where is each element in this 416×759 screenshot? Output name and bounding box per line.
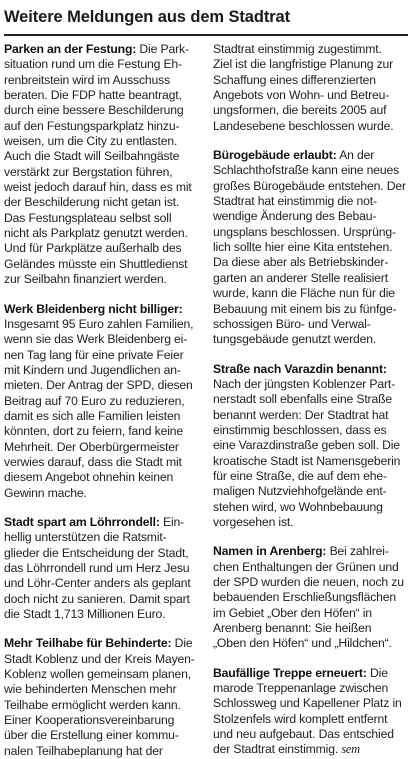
article-headline: Bürogebäude erlaubt: — [213, 148, 337, 163]
article-text — [213, 666, 408, 758]
article-body: Die marode Treppenanlage zwischen Schlossweg und Kapellener Platz in Stolzenfels wird komplett entfernt und neu aufgebaut. Das entschied der Stadtrat einstimmig. — [213, 665, 402, 757]
article-body: Bei zahlrei- chen Enthaltungen der Grünen und der SPD wurden die neuen, noch zu bebauenden Erschließungsflächen im Gebiet „Ober den Höfen“ in Arenberg benannt: Sie heißen „Oben den Höfen“ und „Hildchen“. — [213, 544, 404, 651]
article-text — [213, 544, 408, 651]
article-headline: Parken an der Festung: — [4, 42, 137, 56]
section-title: Weitere Meldungen aus dem Stadtrat — [4, 8, 291, 26]
left-column — [4, 42, 201, 759]
article-text — [4, 636, 201, 759]
article-columns — [0, 36, 416, 759]
article-headline: Namen in Arenberg: — [213, 544, 327, 559]
article-werk-bleidenberg — [4, 302, 201, 501]
article-varazdin — [213, 362, 408, 531]
article-arenberg — [213, 544, 408, 651]
article-body: Insgesamt 95 Euro zahlen Familien, wenn sie das Werk Bleidenberg ei- nen Tag lang für eine private Feier mit Kindern und Jugendlichen an- mieten. Der Antrag der SPD, diesen Beitrag auf 70 Euro zu reduzieren, damit es sich alle Familien leisten könnten, dort zu feiern, fand keine Mehrheit. Der Oberbürgermeister verwies darauf, dass die Stadt mit diesem Angebot ohnehin keinen Gewinn mache. — [4, 316, 194, 500]
article-body: Ein- hellig unterstützen die Ratsmit- glieder die Entscheidung der Stadt, das Löhrrondell rund um Herz Jesu und Löhr-Center anders als geplant doch nicht zu sanieren. Damit spart die Stadt 1,713 Millionen Euro. — [4, 514, 191, 622]
author-byline: sem — [341, 742, 360, 757]
article-headline: Mehr Teilhabe für Behinderte: — [4, 636, 172, 651]
article-headline: Werk Bleidenberg nicht billiger: — [4, 301, 183, 316]
article-body: Nach der jüngsten Koblenzer Part- nerstadt soll ebenfalls eine Straße benannt werden: Der Stadtrat hat einstimmig beschlossen, dass es eine Varazdinstraße geben soll. Die kroatische Stadt ist Namensgeberin für eine Straße, die auf dem ehe- maligen Nutzviehhofgelände ent- stehen wird, wo Wohnbebauung vorgesehen ist. — [213, 376, 401, 529]
article-text — [4, 42, 201, 288]
article-body: Die Park- situation rund um die Festung Eh- renbreitstein wird im Ausschuss beraten. Die FDP hatte beantragt, durch eine bessere Beschilderung auf den Festungsparkplatz hinzu- weisen, um die City zu entlasten. Auch die Stadt will Seilbahngäste verstärkt zur Bergstation führen, weist jedoch darauf hin, dass es mit der Beschilderung nicht getan ist. Das Festungsplateau selbst soll nicht als Parkplatz genutzt werden. Und für Parkplätze außerhalb des Geländes müsste ein Shuttledienst zur Seilbahn finanziert werden. — [4, 42, 192, 287]
article-loehrrondell — [4, 515, 201, 622]
article-body: An der Schlachthofstraße kann eine neues großes Bürogebäude entstehen. Der Stadtrat hat einstimmig die not- wendige Änderung des Bebau- ungsplans beschlossen. Ursprüng- lich sollte hier eine Kita entstehen. Da diese aber als Betriebskinder- garten an anderer Stelle realisiert wurde, kann die Fläche nun für die Bebauung mit einem bis zu fünfge- schossigen Büro- und Verwal- tungsgebäude genutzt werden. — [213, 148, 406, 347]
article-body: Die Stadt Koblenz und der Kreis Mayen- Koblenz wollen gemeinsam planen, wie behinderten Menschen mehr Teilhabe ermöglicht werden kann. Einer Kooperationsvereinbarung über die Erstellung einer kommu- nalen Teilhabeplanung hat der — [4, 636, 195, 758]
article-text — [213, 42, 408, 134]
right-column — [213, 42, 408, 759]
article-headline: Straße nach Varazdin benannt: — [213, 361, 387, 376]
article-teilhabe — [4, 636, 201, 759]
article-buerogebaeude — [213, 148, 408, 347]
article-text — [213, 148, 408, 347]
article-teilhabe-continued — [213, 42, 408, 134]
article-text — [213, 362, 408, 531]
article-body: Stadtrat einstimmig zugestimmt. Ziel ist die langfristige Planung zur Schaffung eines differenzierten Angebots von Wohn- und Betreu- ungsformen, die bereits 2005 auf Landesebene beschlossen wurde. — [213, 42, 394, 133]
article-text — [4, 302, 201, 501]
article-headline: Baufällige Treppe erneuert: — [213, 665, 367, 680]
article-parken — [4, 42, 201, 288]
article-treppe — [213, 666, 408, 758]
article-headline: Stadt spart am Löhrrondell: — [4, 514, 160, 529]
section-header — [0, 0, 416, 36]
article-text — [4, 515, 201, 622]
